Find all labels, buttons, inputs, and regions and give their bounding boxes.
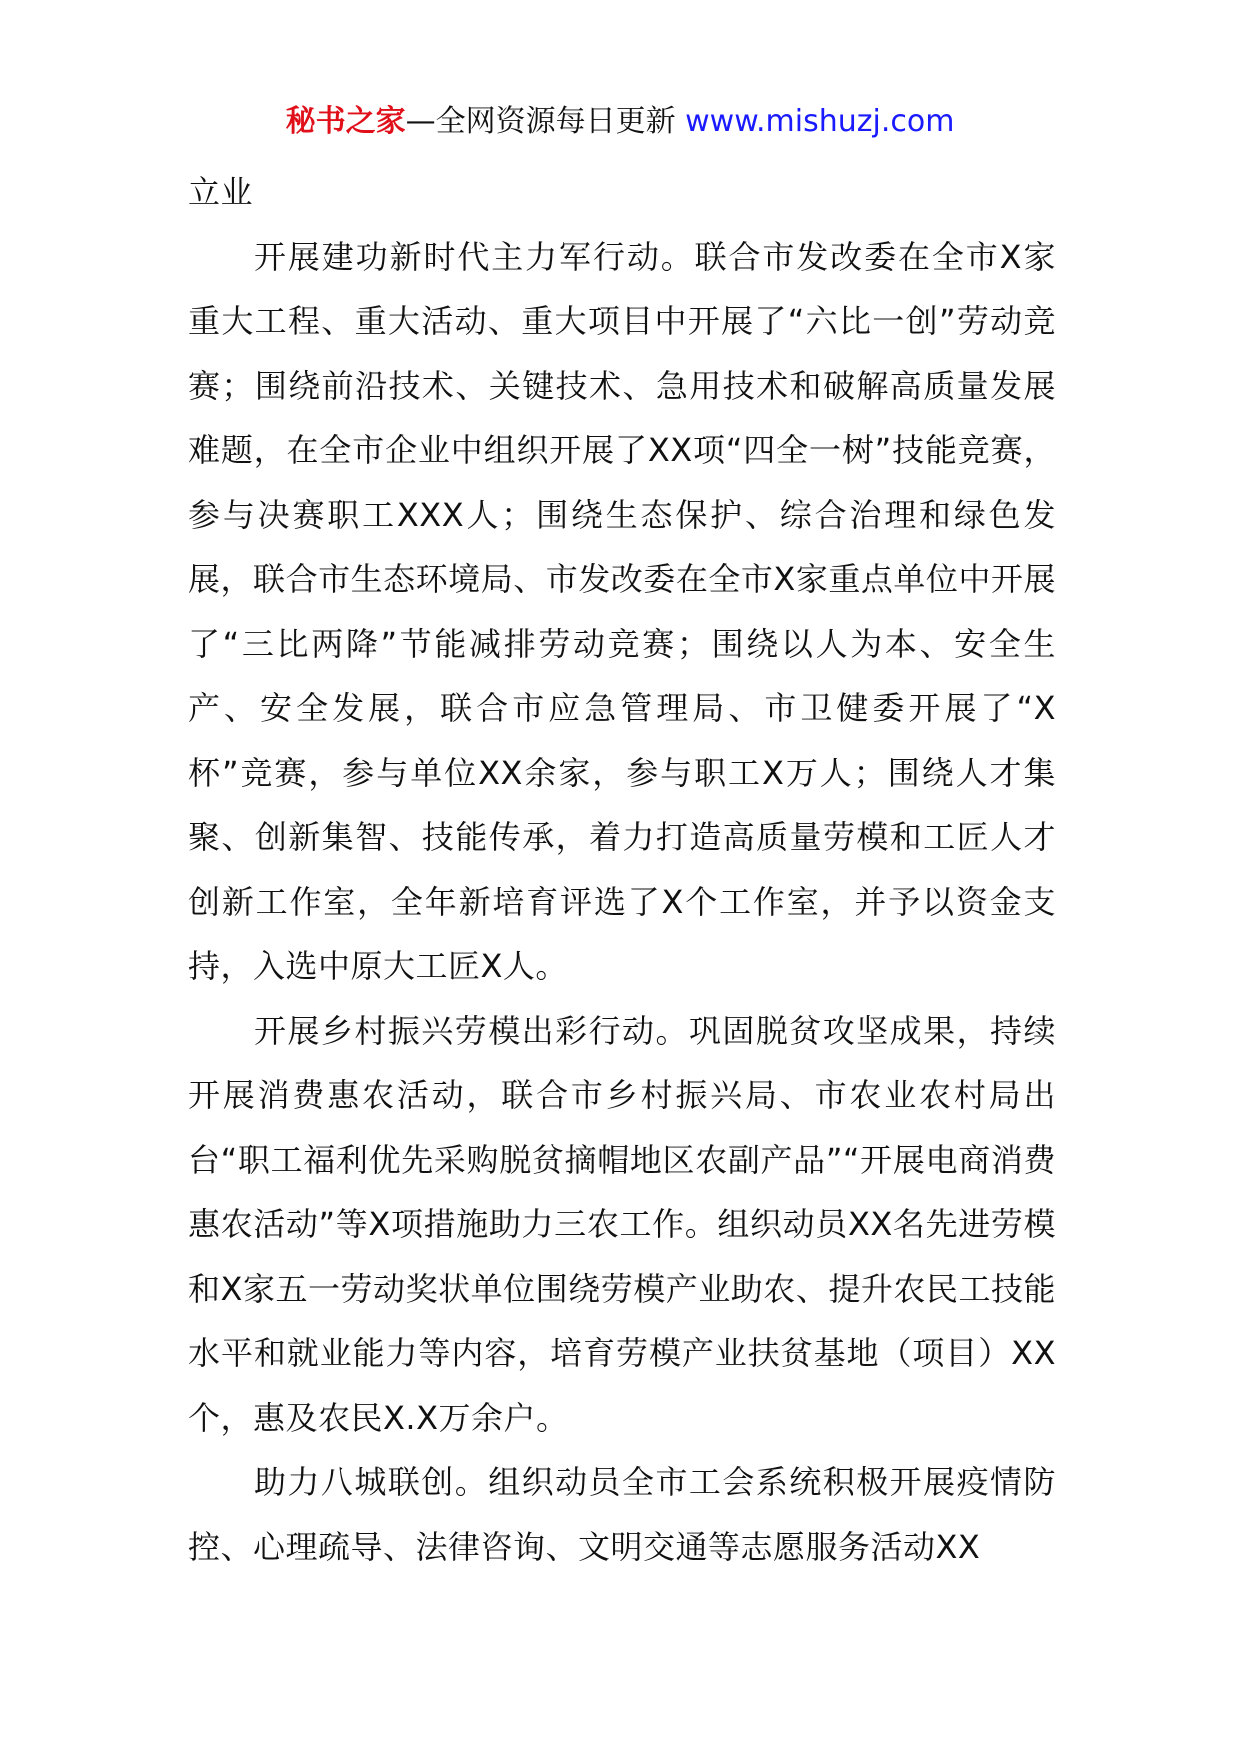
continuation-line: 立业	[188, 173, 254, 211]
paragraph-main-force-action: 开展建功新时代主力军行动。联合市发改委在全市X家重大工程、重大活动、重大项目中开展了“六比一创”劳动竞赛；围绕前沿技术、关键技术、急用技术和破解高质量发展难题，在全市企业中组织开展了XX项“四全一树”技能竞赛，参与决赛职工XXX人；围绕生态保护、综合治理和绿色发展，联合市生态环境局、市发改委在全市X家重点单位中开展了“三比两降”节能减排劳动竞赛；围绕以人为本、安全生产、安全发展，联合市应急管理局、市卫健委开展了“X杯”竞赛，参与单位XX余家，参与职工X万人；围绕人才集聚、创新集智、技能传承，着力打造高质量劳模和工匠人才创新工作室，全年新培育评选了X个工作室，并予以资金支持，入选中原大工匠X人。	[188, 237, 1056, 985]
paragraph-eight-cities: 助力八城联创。组织动员全市工会系统积极开展疫情防控、心理疏导、法律咨询、文明交通等志愿服务活动XX	[188, 1463, 1056, 1566]
document-body	[188, 160, 1056, 1579]
brand-name: 秘书之家	[285, 104, 406, 139]
page-header	[0, 100, 1240, 144]
paragraph-rural-revitalization: 开展乡村振兴劳模出彩行动。巩固脱贫攻坚成果，持续开展消费惠农活动，联合市乡村振兴局、市农业农村局出台“职工福利优先采购脱贫摘帽地区农副产品”“开展电商消费惠农活动”等X项措施助力三农工作。组织动员XX名先进劳模和X家五一劳动奖状单位围绕劳模产业助农、提升农民工技能水平和就业能力等内容，培育劳模产业扶贫基地（项目）XX个，惠及农民X.X万余户。	[188, 1011, 1056, 1437]
site-url-link[interactable]: www.mishuzj.com	[685, 104, 955, 139]
header-tagline: —全网资源每日更新	[405, 104, 686, 139]
